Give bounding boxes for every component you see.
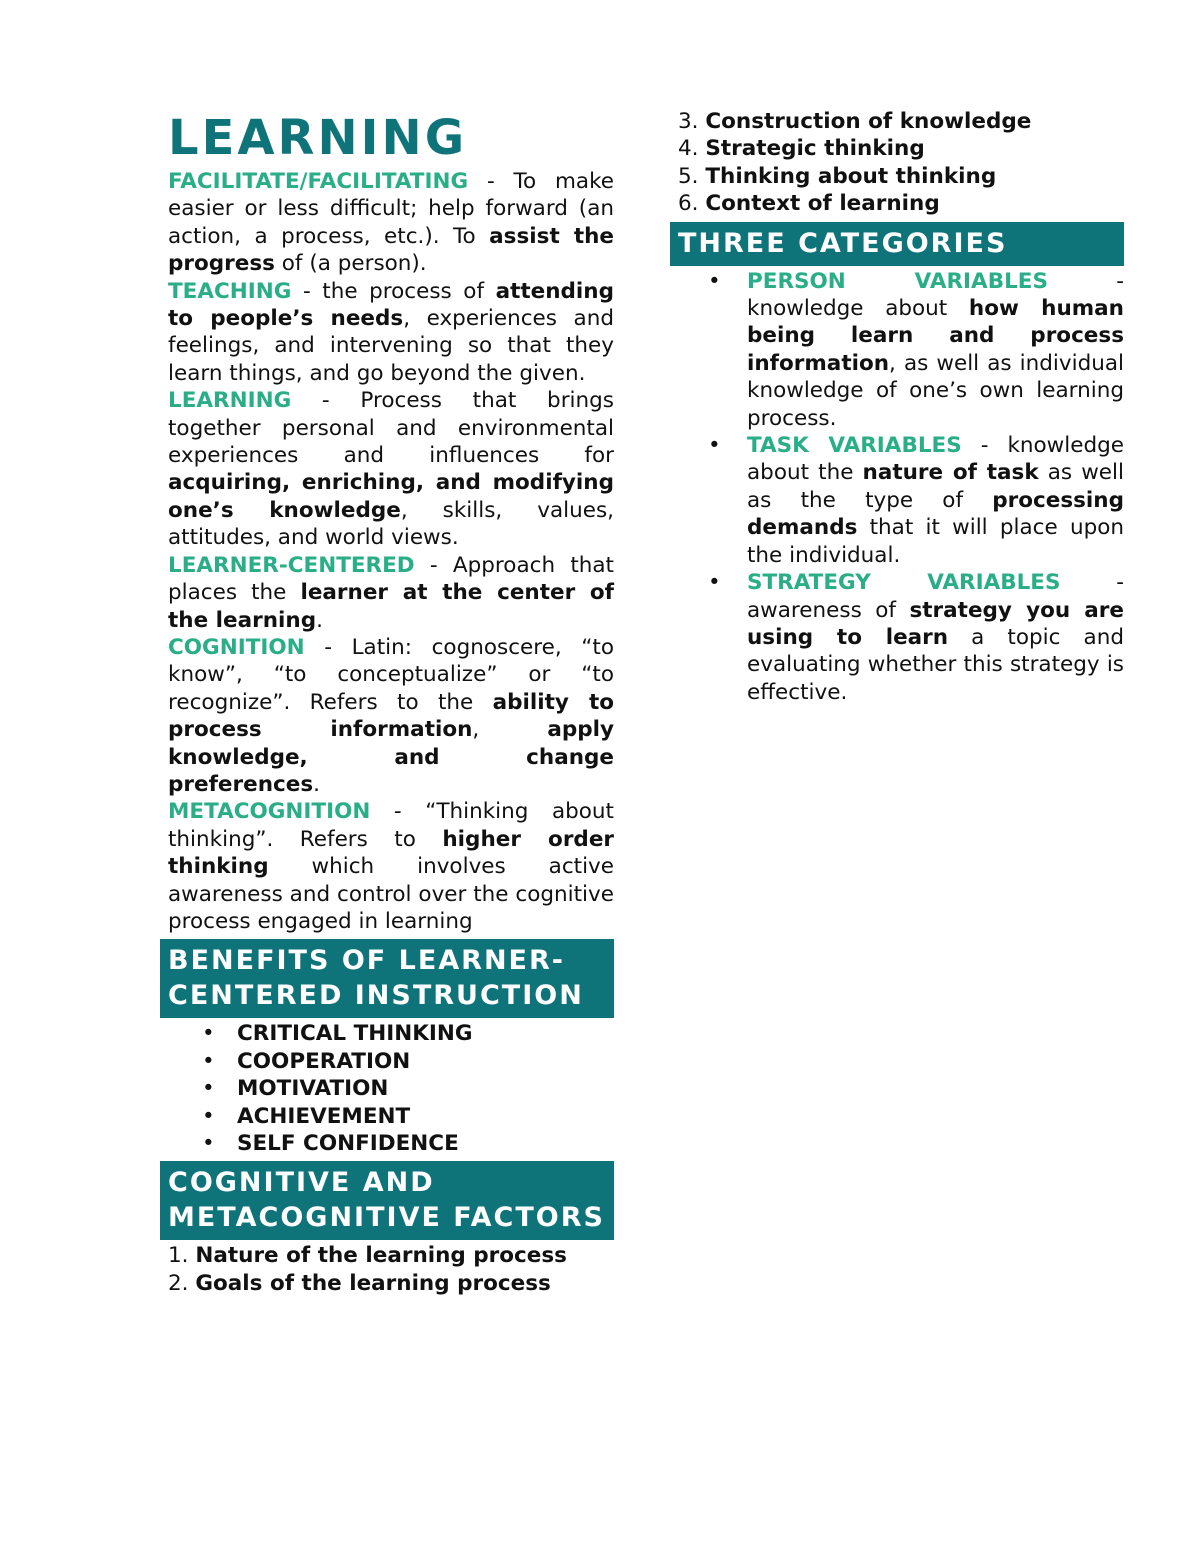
list-item — [678, 190, 1124, 217]
term-label: TEACHING — [168, 278, 292, 304]
category-strategy — [670, 569, 1124, 706]
benefits-heading: BENEFITS OF LEARNER-CENTERED INSTRUCTION — [160, 939, 614, 1018]
item-number: 1. — [168, 1243, 189, 1269]
category-bold: how human being learn and process information — [747, 296, 1124, 376]
category-text: as well as the type of — [747, 460, 1124, 513]
definition-text: of (a person). — [274, 251, 427, 277]
category-bold: nature of task — [862, 460, 1039, 486]
definition-text: , — [472, 717, 548, 743]
category-text: that it will place upon the individual. — [747, 515, 1124, 568]
categories-list — [670, 268, 1124, 707]
definition-metacognition — [168, 798, 614, 935]
definition-bold: acquiring, enriching, and modifying one’s knowledge — [168, 470, 614, 523]
item-number: 5. — [678, 163, 699, 189]
definition-text: - Approach that places the — [168, 552, 614, 606]
term-label: FACILITATE/FACILITATING — [168, 169, 469, 194]
term-label: METACOGNITION — [168, 799, 371, 825]
definition-bold: ability to process information — [168, 689, 614, 743]
term-label: PERSON VARIABLES — [747, 268, 1048, 294]
definition-cognition — [168, 634, 614, 798]
list-item: • MOTIVATION — [160, 1075, 614, 1102]
definition-text: which involves active awareness and control over the cognitive process engaged in learning — [168, 854, 614, 934]
definition-text: . — [316, 607, 323, 633]
definition-bold: higher order thinking — [168, 826, 615, 880]
term-label: TASK VARIABLES — [747, 433, 962, 459]
category-text: - awareness of — [747, 570, 1124, 623]
term-label: STRATEGY VARIABLES — [747, 570, 1061, 596]
definition-bold: apply knowledge, and change preferences — [168, 717, 614, 797]
category-bold: processing demands — [747, 487, 1124, 541]
category-task — [670, 432, 1124, 569]
definition-text: - “Thinking about thinking”. Refers to — [168, 799, 614, 852]
term-label: LEARNING — [168, 388, 292, 414]
definition-text: - Latin: cognoscere, “to know”, “to conceptualize” or “to recognize”. Refers to the — [168, 634, 614, 715]
list-item — [678, 163, 1124, 190]
category-text: - knowledge about the — [747, 433, 1124, 486]
item-number: 4. — [678, 136, 699, 162]
definition-learning — [168, 387, 614, 551]
definition-bold: assist the progress — [168, 223, 615, 277]
definition-text: , skills, values, attitudes, and world views. — [168, 497, 614, 551]
definition-text: - the process of — [291, 278, 496, 304]
list-item — [168, 1242, 614, 1269]
item-label: Nature of the learning process — [195, 1243, 567, 1269]
term-label: COGNITION — [168, 634, 305, 660]
list-item: • SELF CONFIDENCE — [160, 1130, 614, 1157]
definition-text: , experiences and feelings, and intervening so that they learn things, and go beyond the given. — [168, 306, 614, 386]
definition-text: . — [313, 771, 320, 797]
factors-heading: COGNITIVE AND METACOGNITIVE FACTORS — [160, 1161, 614, 1240]
category-text: - knowledge about — [747, 268, 1125, 322]
right-column — [670, 108, 1124, 706]
categories-heading: THREE CATEGORIES — [670, 222, 1124, 266]
list-item: • ACHIEVEMENT — [160, 1103, 614, 1130]
item-label: Thinking about thinking — [705, 163, 997, 189]
item-number: 3. — [678, 109, 699, 134]
page-title: LEARNING — [168, 110, 468, 166]
list-item: • COOPERATION — [160, 1048, 614, 1075]
list-item: • CRITICAL THINKING — [160, 1020, 614, 1047]
definition-learner-centered — [168, 552, 614, 634]
definition-teaching — [168, 278, 614, 388]
definition-bold: learner at the center of the learning — [168, 580, 615, 633]
category-text: , as well as individual knowledge of one’s own learning process. — [747, 350, 1124, 431]
list-item — [678, 108, 1124, 135]
term-label: LEARNER-CENTERED — [168, 552, 415, 578]
list-item — [168, 1270, 614, 1297]
benefits-list — [160, 1020, 614, 1157]
category-text: a topic and evaluating whether this strategy is effective. — [747, 624, 1124, 705]
category-bold: strategy you are using to learn — [747, 597, 1124, 650]
factors-list-part1 — [160, 1242, 614, 1297]
definition-facilitate — [168, 168, 614, 278]
item-label: Context of learning — [705, 191, 940, 217]
definition-bold: attending to people’s needs — [168, 278, 614, 332]
factors-list-part2 — [670, 108, 1124, 218]
definition-text: - To make easier or less difficult; help forward (an action, a process, etc.). To — [168, 169, 614, 249]
definition-text: - Process that brings together personal and environmental experiences and influences for — [168, 388, 614, 469]
left-column — [160, 108, 614, 1297]
item-number: 2. — [168, 1270, 189, 1296]
item-label: Construction of knowledge — [705, 109, 1032, 134]
list-item — [678, 135, 1124, 162]
item-label: Strategic thinking — [705, 136, 925, 162]
category-person — [670, 268, 1124, 432]
item-number: 6. — [678, 191, 699, 217]
item-label: Goals of the learning process — [195, 1270, 551, 1296]
